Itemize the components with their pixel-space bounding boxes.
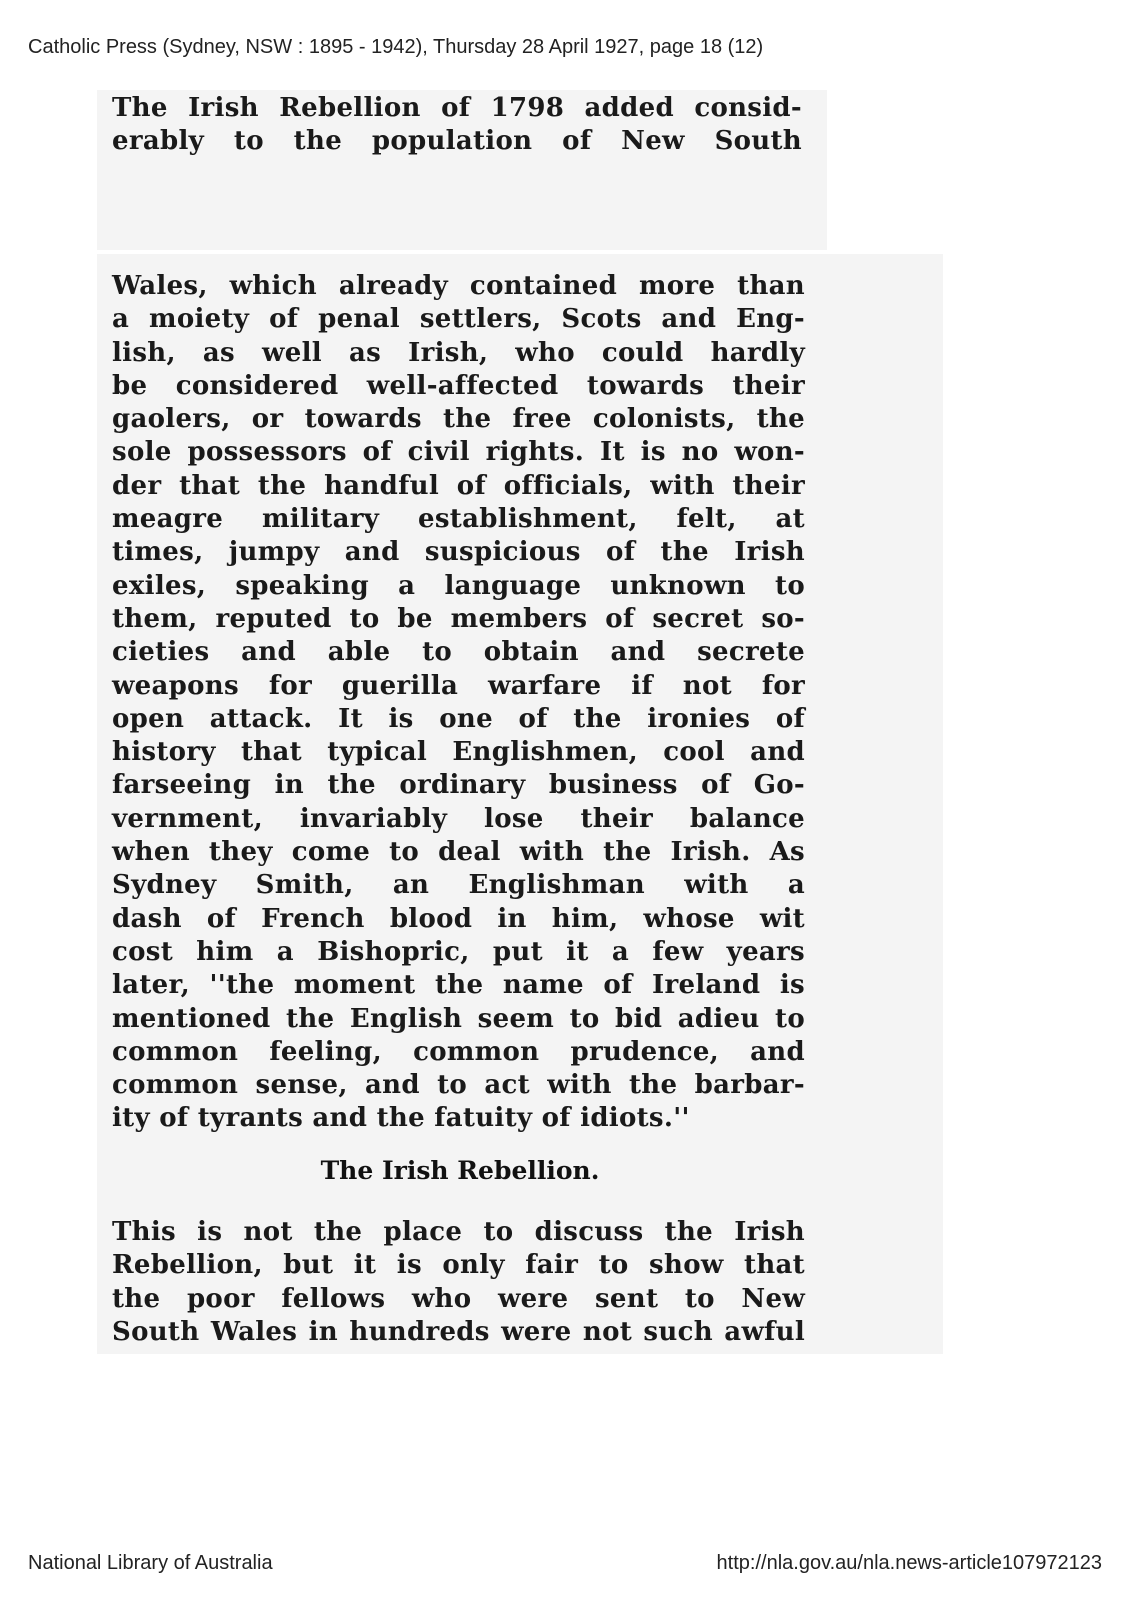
citation-header: Catholic Press (Sydney, NSW : 1895 - 1942), Thursday 28 April 1927, page 18 (12) (28, 36, 764, 58)
article-line: a moiety of penal settlers, Scots and Eng- (112, 304, 805, 335)
article-line: history that typical Englishmen, cool and (112, 737, 805, 768)
article-line: lish, as well as Irish, who could hardly (112, 337, 805, 368)
article-line: common feeling, common prudence, and (112, 1036, 805, 1067)
article-line: vernment, invariably lose their balance (112, 803, 805, 834)
article-line: later, ''the moment the name of Ireland is (112, 970, 805, 1001)
section-subheading: The Irish Rebellion. (320, 1156, 600, 1185)
article-line: This is not the place to discuss the Irish (112, 1217, 805, 1247)
article-line: South Wales in hundreds were not such awful (112, 1316, 805, 1347)
library-credit: National Library of Australia (28, 1552, 273, 1574)
article-line: der that the handful of officials, with their (112, 470, 805, 501)
article-line: The Irish Rebellion of 1798 added consid- (112, 93, 802, 123)
article-url: http://nla.gov.au/nla.news-article107972123 (716, 1552, 1102, 1574)
article-continuation (112, 1216, 805, 1349)
article-line: the poor fellows who were sent to New (112, 1283, 805, 1314)
article-line: dash of French blood in him, whose wit (112, 903, 805, 934)
article-line: them, reputed to be members of secret so- (112, 603, 805, 634)
article-line: cost him a Bishopric, put it a few years (112, 936, 805, 967)
article-line: Rebellion, but it is only fair to show that (112, 1250, 805, 1281)
article-line: open attack. It is one of the ironies of (112, 703, 805, 734)
article-line: meagre military establishment, felt, at (112, 504, 805, 535)
article-line: weapons for guerilla warfare if not for (112, 670, 805, 701)
article-line: times, jumpy and suspicious of the Irish (112, 537, 805, 568)
article-line: sole possessors of civil rights. It is no won- (112, 437, 805, 468)
article-line: mentioned the English seem to bid adieu to (112, 1003, 805, 1034)
article-line: exiles, speaking a language unknown to (112, 570, 805, 601)
article-line: cieties and able to obtain and secrete (112, 637, 805, 668)
article-line: ity of tyrants and the fatuity of idiots.'' (112, 1103, 690, 1134)
article-body (112, 270, 805, 1136)
article-line: Sydney Smith, an Englishman with a (112, 870, 805, 901)
article-line: when they come to deal with the Irish. As (112, 837, 805, 868)
article-line: gaolers, or towards the free colonists, the (112, 404, 805, 435)
article-line: be considered well-affected towards their (112, 370, 805, 401)
article-line: farseeing in the ordinary business of Go- (112, 770, 805, 801)
article-line: erably to the population of New South (112, 126, 802, 157)
article-opening (112, 92, 802, 159)
article-line: common sense, and to act with the barbar- (112, 1070, 805, 1101)
article-line: Wales, which already contained more than (112, 271, 805, 301)
